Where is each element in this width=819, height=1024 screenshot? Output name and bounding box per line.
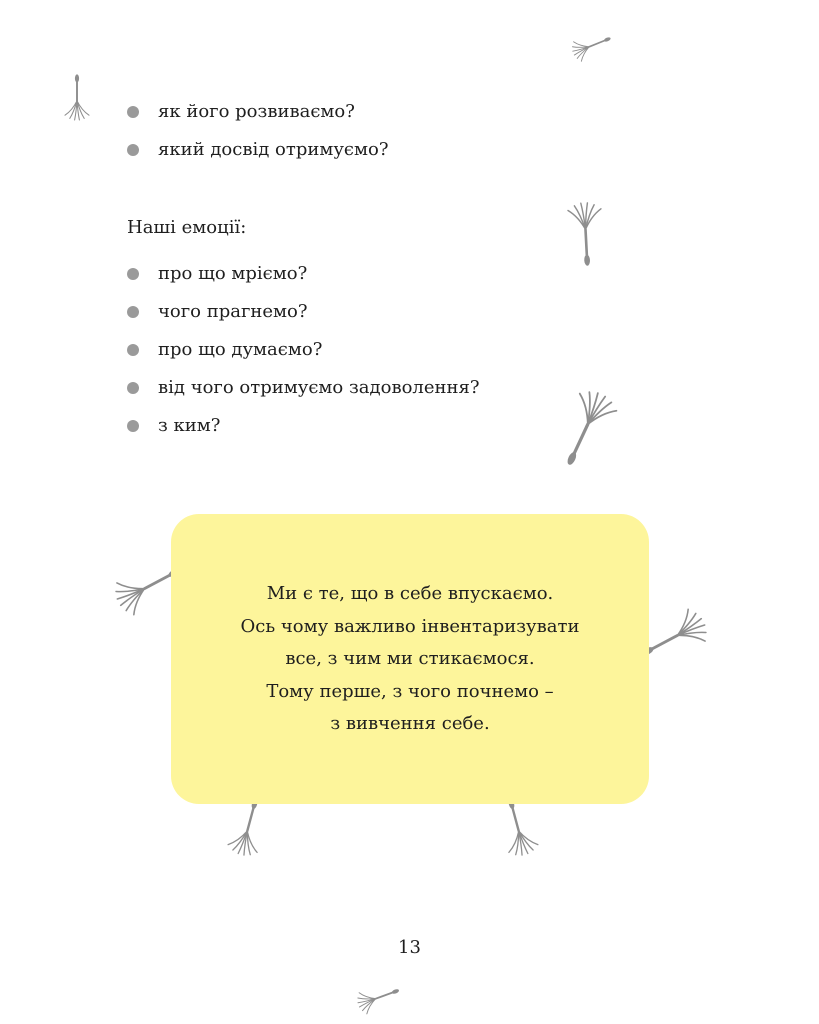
bullet-icon [127, 106, 139, 118]
seed-icon [355, 980, 403, 1016]
list-item-text: який досвід отримуємо? [158, 139, 389, 160]
seed-icon [551, 386, 620, 473]
emotions-list [127, 255, 480, 445]
seed-icon [570, 28, 615, 62]
quote-text [171, 578, 649, 741]
bullet-icon [127, 420, 139, 432]
list-item-text: як його розвиваємо? [158, 101, 355, 122]
list-item-text: чого прагнемо? [158, 301, 308, 322]
list-item-text: про що мріємо? [158, 263, 308, 284]
list-item-text: з ким? [158, 415, 221, 436]
seed-icon [65, 74, 89, 120]
bullet-icon [127, 344, 139, 356]
page-number: 13 [398, 937, 421, 958]
quote-box [171, 514, 649, 804]
quote-line: Ось чому важливо інвентаризувати [240, 615, 580, 637]
list-item [127, 255, 480, 293]
list-item-text: від чого отримуємо задоволення? [158, 377, 480, 398]
list-item-text: про що думаємо? [158, 339, 323, 360]
list-item [127, 407, 480, 445]
emotions-heading: Наші емоції: [127, 217, 247, 238]
list-item [127, 331, 480, 369]
quote-line: Тому перше, з чого почнемо – [266, 680, 554, 702]
bullet-icon [127, 382, 139, 394]
seed-icon [227, 795, 271, 858]
quote-line: з вивчення себе. [330, 713, 490, 734]
list-item [127, 93, 389, 131]
list-item [127, 369, 480, 407]
seed-icon [496, 795, 540, 858]
quote-line: Ми є те, що в себе впускаємо. [266, 583, 554, 604]
questions-list [127, 93, 389, 169]
bullet-icon [127, 306, 139, 318]
list-item [127, 131, 389, 169]
quote-line: все, з чим ми стикаємося. [285, 648, 535, 669]
list-item [127, 293, 480, 331]
bullet-icon [127, 268, 139, 280]
bullet-icon [127, 144, 139, 156]
seed-icon [568, 202, 604, 266]
